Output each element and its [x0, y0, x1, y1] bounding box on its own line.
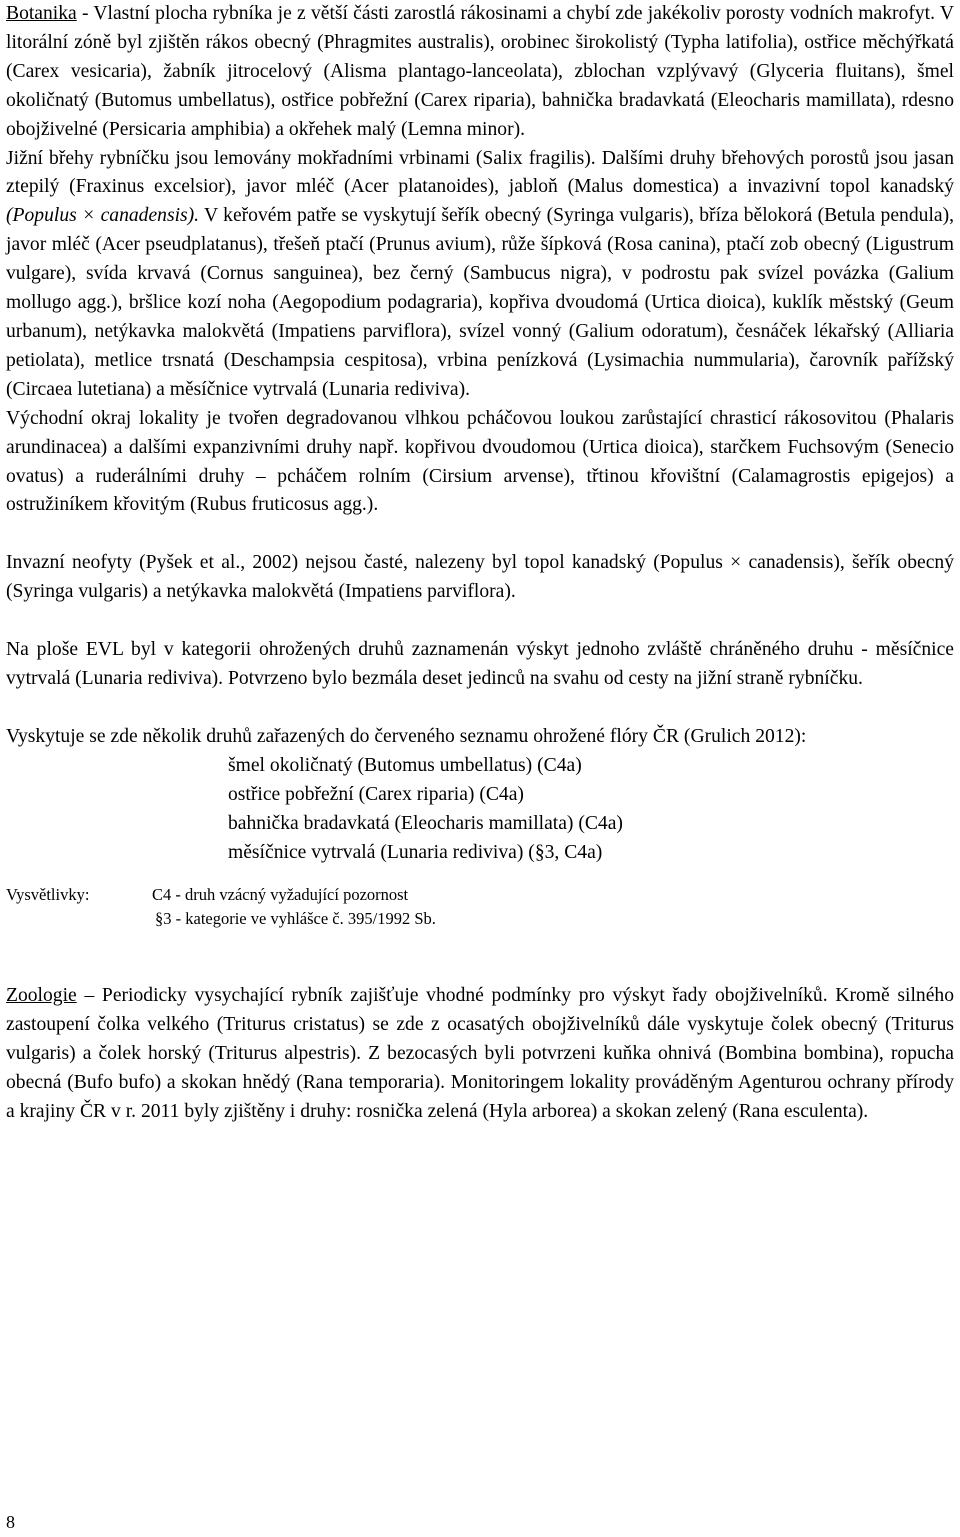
botanika-paragraph-5: Na ploše EVL byl v kategorii ohrožených druhů zaznamenán výskyt jednoho zvláště chráněného druhu - měsíčnice vytrvalá (Lunaria rediviva). Potvrzeno bylo bezmála deset jedinců na svahu od cesty na jižní straně rybníčku. [6, 639, 954, 690]
legend-items [152, 883, 436, 931]
red-list-item: bahnička bradavkatá (Eleocharis mamillata) (C4a) [228, 812, 623, 834]
red-list [228, 752, 954, 868]
botanika-paragraph-4: Invazní neofyty (Pyšek et al., 2002) nejsou časté, nalezeny byl topol kanadský (Populus × canadensis), šeřík obecný (Syringa vulgaris) a netýkavka malokvětá (Impatiens parviflora). [6, 552, 954, 603]
red-list-item: ostřice pobřežní (Carex riparia) (C4a) [228, 783, 524, 805]
red-list-item: měsíčnice vytrvalá (Lunaria rediviva) (§3, C4a) [228, 841, 603, 863]
legend [6, 883, 954, 931]
populus-italic: (Populus × canadensis). [6, 205, 200, 227]
spacer [6, 694, 954, 723]
botanika-paragraph-3: Východní okraj lokality je tvořen degradovanou vlhkou pcháčovou loukou zarůstající chrasticí rákosovitou (Phalaris arundinacea) a dalšími expanzivními druhy např. kopřivou dvoudomou (Urtica dioica), starčkem Fuchsovým (Senecio ovatus) a ruderálními druhy – pcháčem rolním (Cirsium arvense), třtinou křovištní (Calamagrostis epigejos) a ostružiníkem křovitým (Rubus fruticosus agg.). [6, 407, 954, 516]
botanika-heading: Botanika [6, 3, 77, 24]
botanika-text-2b: V keřovém patře se vyskytují šeřík obecný (Syringa vulgaris), bříza bělokorá (Betula pendula), javor mléč (Acer pseudplatanus), třešeň ptačí (Prunus avium), růže šípková (Rosa canina), ptačí zob obecný (Ligustrum vulgare), svída krvavá (Cornus sanguinea), bez černý (Sambucus nigra), v podrostu pak svízel povázka (Galium mollugo agg.), bršlice kozí noha (Aegopodium podagraria), kopřiva dvoudomá (Urtica dioica), kuklík městský (Geum urbanum), netýkavka malokvětá (Impatiens parviflora), svízel vonný (Galium odoratum), česnáček lékařský (Alliaria petiolata), metlice trsnatá (Deschampsia cespitosa), vrbina penízková (Lysimachia nummularia), čarovník pařížský (Circaea lutetiana) a měsíčnice vytrvalá (Lunaria rediviva). [6, 205, 955, 400]
zoologie-heading: Zoologie [6, 985, 77, 1007]
red-list-item: šmel okoličnatý (Butomus umbellatus) (C4a) [228, 754, 582, 776]
legend-item: C4 - druh vzácný vyžadující pozornost [152, 885, 409, 905]
spacer [6, 607, 954, 636]
botanika-text-1: - Vlastní plocha rybníka je z větší části zarostlá rákosinami a chybí zde jakékoliv porosty vodních makrofyt. V litorální zóně byl zjištěn rákos obecný (Phragmites australis), orobinec širokolistý (Typha latifolia), ostřice měchýřkatá (Carex vesicaria), žabník jitrocelový (Alisma plantago-lanceolata), zblochan vzplývavý (Glyceria fluitans), šmel okoličnatý (Butomus umbellatus), ostřice pobřežní (Carex riparia), bahnička bradavkatá (Eleocharis mamillata), rdesno obojživelné (Persicaria amphibia) a okřehek malý (Lemna minor). [6, 3, 954, 140]
zoologie-paragraph [6, 982, 954, 1127]
spacer [6, 520, 954, 549]
botanika-paragraph-1 [6, 0, 954, 145]
document-page [6, 0, 954, 1127]
zoologie-text: – Periodicky vysychající rybník zajišťuje vhodné podmínky pro výskyt řady obojživelníků. Kromě silného zastoupení čolka velkého (Triturus cristatus) se zde z ocasatých obojživelníků dále vyskytuje čolek obecný (Triturus vulgaris) a čolek horský (Triturus alpestris). Z bezocasých byli potvrzeni kuňka ohnivá (Bombina bombina), ropucha obecná (Bufo bufo) a skokan hnědý (Rana temporaria). Monitoringem lokality prováděným Agenturou ochrany přírody a krajiny ČR v r. 2011 byly zjištěny i druhy: rosnička zelená (Hyla arborea) a skokan zelený (Rana esculenta). [6, 985, 954, 1123]
botanika-text-2a: Jižní břehy rybníčku jsou lemovány mokřadními vrbinami (Salix fragilis). Dalšími druhy břehových porostů jsou jasan ztepilý (Fraxinus excelsior), javor mléč (Acer platanoides), jabloň (Malus domestica) a invazivní topol kanadský [6, 147, 954, 198]
botanika-paragraph-2 [6, 145, 954, 405]
page-number: 8 [6, 1512, 15, 1532]
legend-label: Vysvětlivky: [6, 885, 90, 905]
botanika-paragraph-6: Vyskytuje se zde několik druhů zařazených do červeného seznamu ohrožené flóry ČR (Grulich 2012): [6, 725, 807, 747]
spacer [6, 931, 954, 982]
legend-item: §3 - kategorie ve vyhlášce č. 395/1992 Sb. [155, 909, 436, 929]
